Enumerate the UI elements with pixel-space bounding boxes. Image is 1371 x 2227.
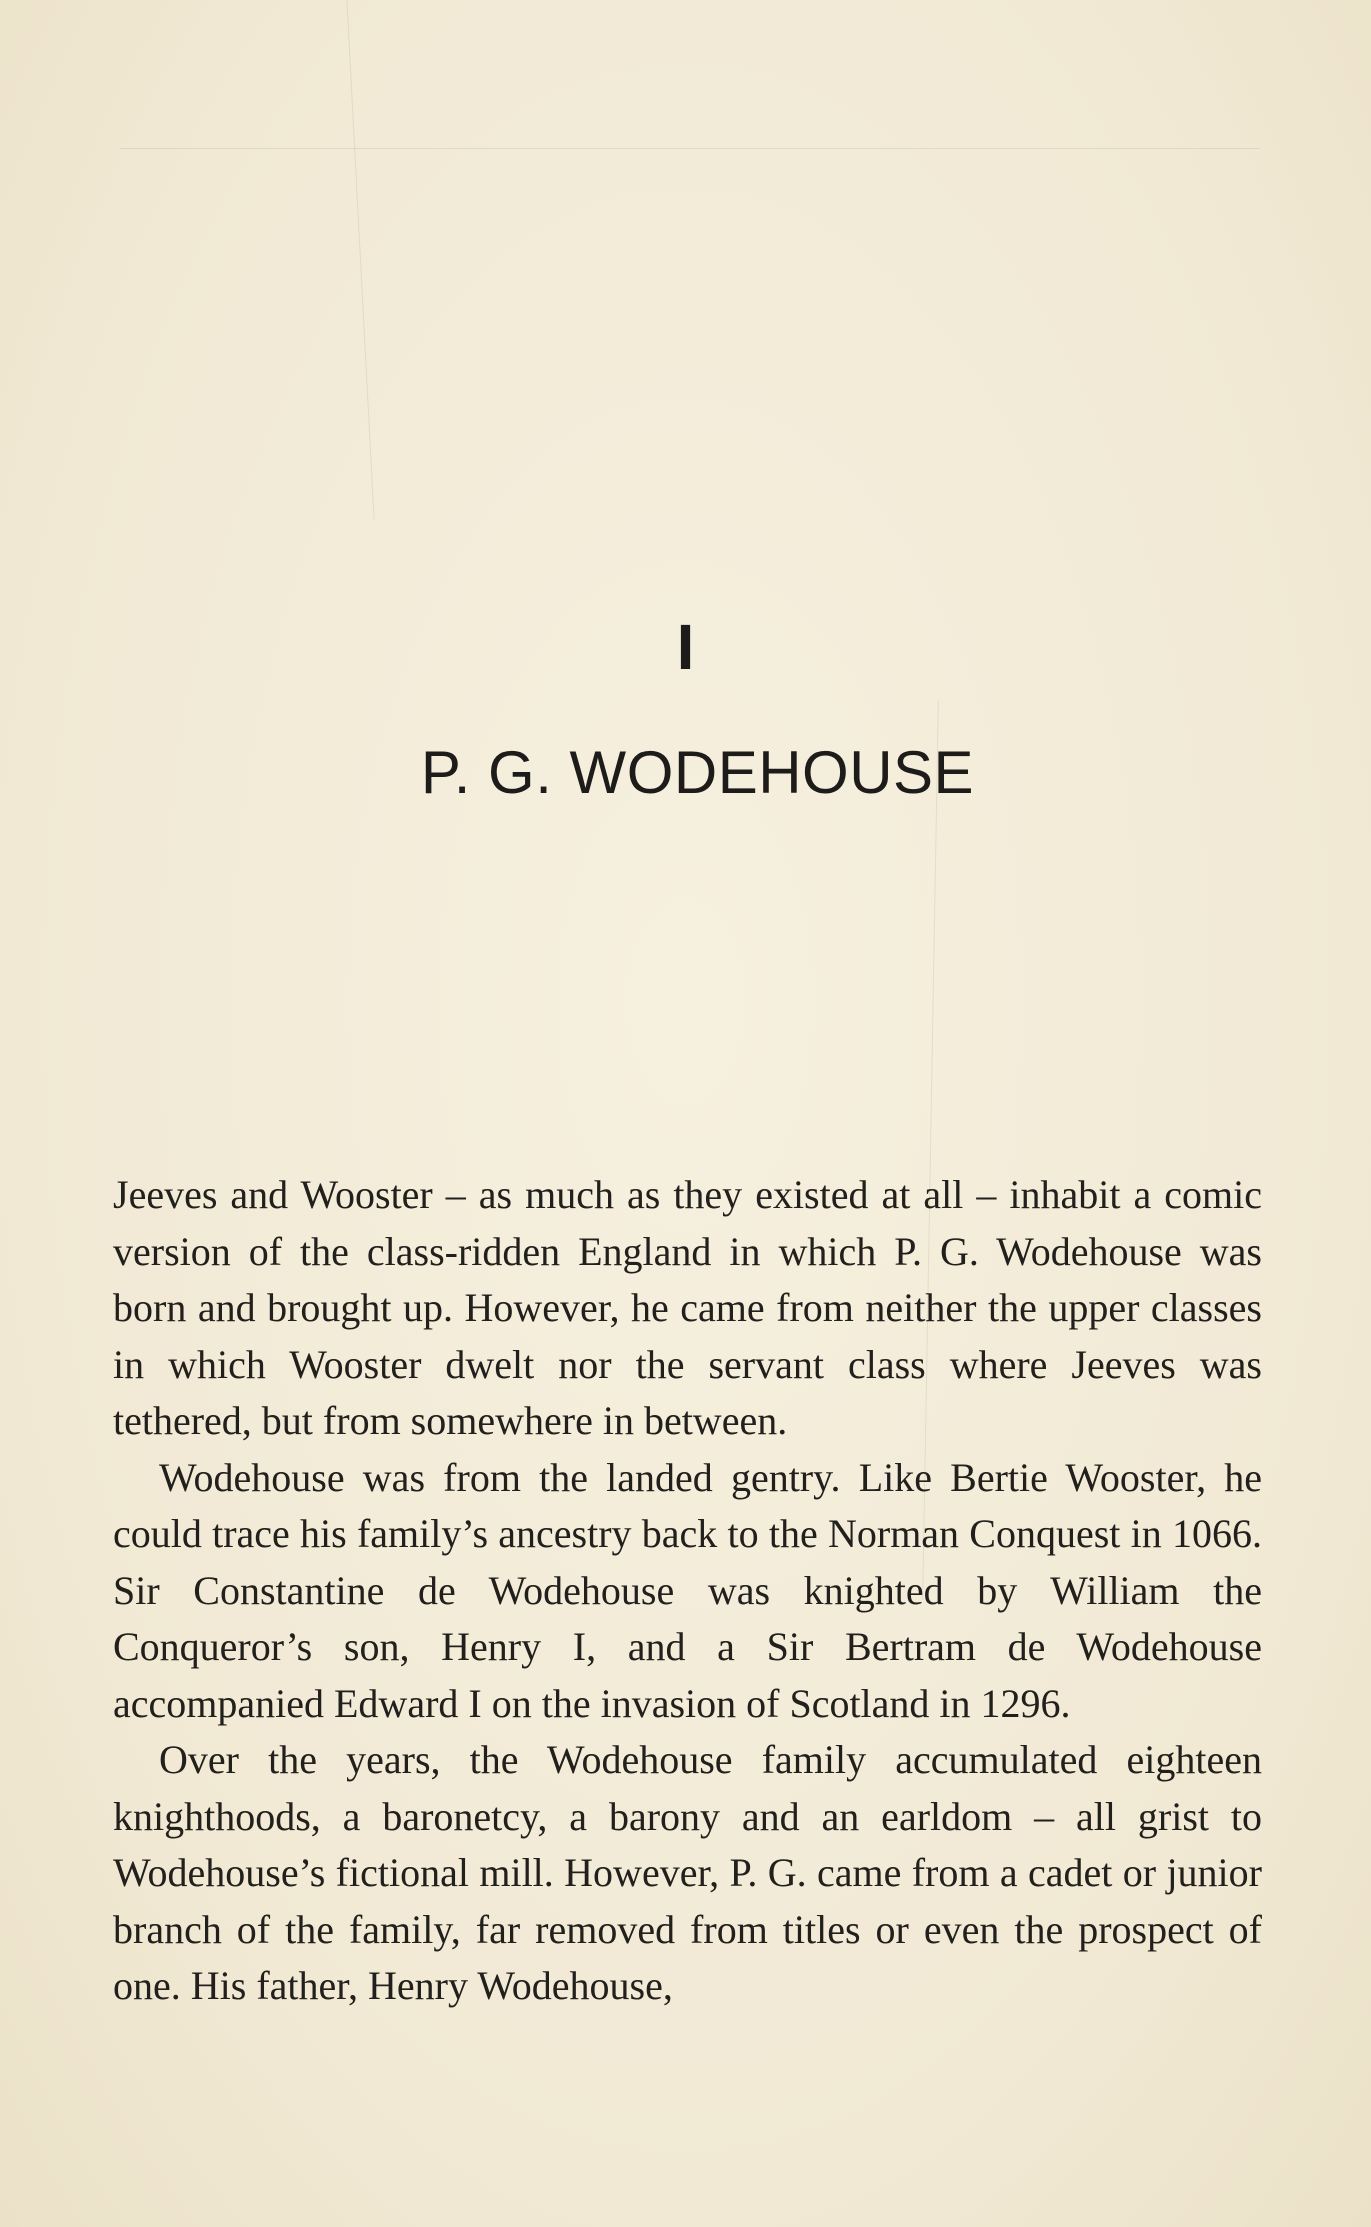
- paragraph: Wodehouse was from the landed gentry. Like Bertie Wooster, he could trace his family’s ancestry back to the Norman Conquest in 1066. Sir Constantine de Wodehouse was knighted by William the Conqueror’s son, Henry I, and a Sir Bertram de Wodehouse accompanied Edward I on the invasion of Scotland in 1296.: [113, 1454, 1262, 1726]
- chapter-title: P. G. WODEHOUSE: [420, 739, 975, 806]
- chapter-number: I: [676, 611, 695, 683]
- bleed-through-rule: [120, 148, 1260, 149]
- paper-crease: [346, 0, 374, 519]
- chapter-body: [113, 1167, 1262, 2015]
- paragraph: Jeeves and Wooster – as much as they existed at all – inhabit a comic version of the class-ridden England in which P. G. Wodehouse was born and brought up. However, he came from neither the upper classes in which Wooster dwelt nor the servant class where Jeeves was tethered, but from somewhere in between.: [113, 1172, 1262, 1443]
- paragraph: Over the years, the Wodehouse family accumulated eighteen knighthoods, a baronetcy, a barony and an earldom – all grist to Wodehouse’s fictional mill. However, P. G. came from a cadet or junior branch of the family, far removed from titles or even the prospect of one. His father, Henry Wodehouse,: [113, 1737, 1262, 2008]
